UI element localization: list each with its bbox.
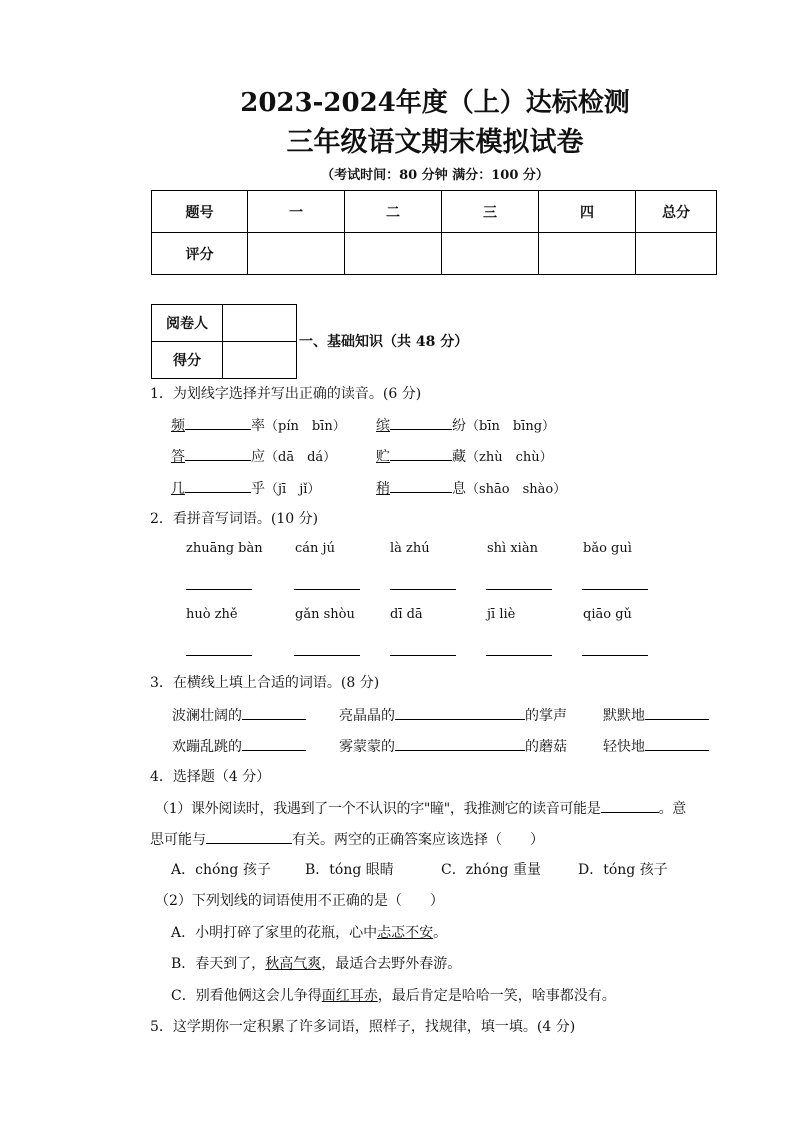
q3-answer-blank[interactable] xyxy=(395,704,525,720)
q4-option[interactable]: A．chóng 孩子 xyxy=(171,862,271,878)
q1-rest: 纷 xyxy=(452,418,466,434)
q1-rest: 率 xyxy=(251,418,265,434)
q1-options: （bīn bīng） xyxy=(466,419,556,434)
q4-part1-text: （1）课外阅读时，我遇到了一个不认识的字"瞳"，我推测它的读音可能是 xyxy=(155,801,601,817)
q3-item xyxy=(603,704,709,725)
q1-options: （shāo shào） xyxy=(466,482,567,497)
q1-answer-blank[interactable] xyxy=(185,477,251,493)
q4-part1-line2 xyxy=(150,828,544,849)
score-cell: 四 xyxy=(539,191,636,233)
grader-label: 得分 xyxy=(152,342,223,379)
q1-item xyxy=(376,414,555,435)
q2-answer-line[interactable] xyxy=(294,654,360,656)
q3-answer-blank[interactable] xyxy=(242,735,306,751)
q1-options: （zhù chù） xyxy=(466,450,553,465)
q2-pinyin: zhuāng bàn xyxy=(186,541,263,556)
q4-answer-blank[interactable] xyxy=(601,797,659,813)
q1-char: 缤 xyxy=(376,418,390,434)
grader-table xyxy=(151,304,297,379)
q3-item xyxy=(339,704,567,725)
q1-char: 稍 xyxy=(376,481,390,497)
q1-answer-blank[interactable] xyxy=(390,414,452,430)
score-input-cell[interactable] xyxy=(636,233,717,275)
score-cell: 二 xyxy=(345,191,442,233)
q2-pinyin: là zhú xyxy=(390,541,430,556)
q1-options: （jī jǐ） xyxy=(265,482,321,497)
score-input-cell[interactable] xyxy=(539,233,636,275)
q1-rest: 息 xyxy=(452,481,466,497)
grader-input-cell[interactable] xyxy=(223,305,297,342)
question-1-prompt: 1．为划线字选择并写出正确的读音。(6 分) xyxy=(150,386,422,402)
score-input-cell[interactable] xyxy=(345,233,442,275)
q1-options: （dā dá） xyxy=(265,450,337,465)
score-input-cell[interactable] xyxy=(248,233,345,275)
q2-answer-line[interactable] xyxy=(186,588,252,590)
q3-phrase: 波澜壮阔的 xyxy=(172,708,242,724)
exam-title-line1: 2023-2024年度（上）达标检测 xyxy=(240,88,630,118)
q3-answer-blank[interactable] xyxy=(645,735,709,751)
q1-rest: 应 xyxy=(251,449,265,465)
q2-answer-line[interactable] xyxy=(186,654,252,656)
q3-item xyxy=(339,735,567,756)
score-cell: 三 xyxy=(442,191,539,233)
q4-part2-option[interactable] xyxy=(171,922,447,942)
q4-part1-text: 。意 xyxy=(658,801,686,817)
score-table-header-row xyxy=(152,191,717,233)
q3-phrase: 默默地 xyxy=(603,708,645,724)
q4-part1-text: 思可能与 xyxy=(150,832,206,848)
q4-option[interactable]: C．zhóng 重量 xyxy=(441,862,541,878)
q1-item xyxy=(376,477,566,498)
q2-pinyin: shì xiàn xyxy=(487,541,538,556)
q4-option-text: C．别看他俩这会儿争得 xyxy=(171,988,322,1004)
q1-item xyxy=(171,477,320,498)
q2-pinyin: jī liè xyxy=(487,607,516,622)
score-cell: 评分 xyxy=(152,233,248,275)
q4-underlined-word: 忐忑不安 xyxy=(377,925,434,941)
q3-answer-blank[interactable] xyxy=(395,735,525,751)
q3-item xyxy=(172,735,306,756)
q4-part1-text: 有关。两空的正确答案应该选择（ ） xyxy=(292,832,544,848)
q1-rest: 藏 xyxy=(452,449,466,465)
q4-part2-option[interactable] xyxy=(171,985,616,1005)
q4-answer-blank[interactable] xyxy=(206,828,292,844)
section-title: 一、基础知识（共 48 分） xyxy=(299,334,469,350)
q4-option-text: B．春天到了， xyxy=(171,956,266,972)
score-table xyxy=(151,190,717,275)
q3-phrase: 的掌声 xyxy=(525,708,567,724)
q2-pinyin: gǎn shòu xyxy=(295,607,355,622)
grader-label: 阅卷人 xyxy=(152,305,223,342)
q1-answer-blank[interactable] xyxy=(390,477,452,493)
q2-answer-line[interactable] xyxy=(294,588,360,590)
score-cell: 题号 xyxy=(152,191,248,233)
exam-title-line2: 三年级语文期末模拟试卷 xyxy=(286,127,584,158)
q1-char: 频 xyxy=(171,418,185,434)
question-3-prompt: 3．在横线上填上合适的词语。(8 分) xyxy=(150,675,380,691)
q2-pinyin: bǎo guì xyxy=(583,541,632,556)
question-5-prompt: 5．这学期你一定积累了许多词语，照样子，找规律，填一填。(4 分) xyxy=(150,1019,576,1035)
score-cell: 总分 xyxy=(636,191,717,233)
q2-pinyin: qiāo gǔ xyxy=(583,607,632,622)
q1-options: （pín bīn） xyxy=(265,419,346,434)
q3-phrase: 欢蹦乱跳的 xyxy=(172,739,242,755)
score-input-cell[interactable] xyxy=(442,233,539,275)
q2-answer-line[interactable] xyxy=(582,654,648,656)
q3-answer-blank[interactable] xyxy=(645,704,709,720)
q3-phrase: 雾蒙蒙的 xyxy=(339,739,395,755)
q4-part1-line1 xyxy=(155,797,686,818)
q1-answer-blank[interactable] xyxy=(390,445,452,461)
q3-phrase: 的蘑菇 xyxy=(525,739,567,755)
q1-answer-blank[interactable] xyxy=(185,445,251,461)
q4-option-text: ，最适合去野外春游。 xyxy=(321,956,462,972)
q2-answer-line[interactable] xyxy=(582,588,648,590)
grader-input-cell[interactable] xyxy=(223,342,297,379)
q2-answer-line[interactable] xyxy=(390,654,456,656)
score-table-score-row xyxy=(152,233,717,275)
q2-answer-line[interactable] xyxy=(486,654,552,656)
question-4-prompt: 4．选择题（4 分） xyxy=(150,769,271,785)
q2-answer-line[interactable] xyxy=(390,588,456,590)
q1-rest: 乎 xyxy=(251,481,265,497)
q2-answer-line[interactable] xyxy=(486,588,552,590)
q1-char: 几 xyxy=(171,481,185,497)
q3-answer-blank[interactable] xyxy=(242,704,306,720)
q3-item xyxy=(603,735,709,756)
q1-char: 贮 xyxy=(376,449,390,465)
q1-item xyxy=(171,445,336,466)
q1-answer-blank[interactable] xyxy=(185,414,251,430)
q4-part2-option[interactable] xyxy=(171,953,461,973)
exam-subtitle: （考试时间：80 分钟 满分：100 分） xyxy=(321,168,549,183)
q4-part2-prompt: （2）下列划线的词语使用不正确的是（ ） xyxy=(155,893,444,909)
q2-pinyin: huò zhě xyxy=(186,607,238,622)
q3-phrase: 轻快地 xyxy=(603,739,645,755)
q4-option[interactable]: B．tóng 眼睛 xyxy=(305,862,394,878)
q2-pinyin: cán jú xyxy=(295,541,335,556)
q4-underlined-word: 秋高气爽 xyxy=(265,956,322,972)
q4-option[interactable]: D．tóng 孩子 xyxy=(578,862,668,878)
q1-char: 答 xyxy=(171,449,185,465)
q4-underlined-word: 面红耳赤 xyxy=(321,988,378,1004)
q1-item xyxy=(376,445,553,466)
q1-item xyxy=(171,414,346,435)
question-2-prompt: 2．看拼音写词语。(10 分) xyxy=(150,511,319,527)
q2-pinyin: dī dā xyxy=(390,607,423,622)
q4-option-text: 。 xyxy=(433,925,448,941)
q3-item xyxy=(172,704,306,725)
q4-option-text: A．小明打碎了家里的花瓶，心中 xyxy=(171,925,378,941)
q4-option-text: ，最后肯定是哈哈一笑，啥事都没有。 xyxy=(377,988,616,1004)
score-cell: 一 xyxy=(248,191,345,233)
q3-phrase: 亮晶晶的 xyxy=(339,708,395,724)
